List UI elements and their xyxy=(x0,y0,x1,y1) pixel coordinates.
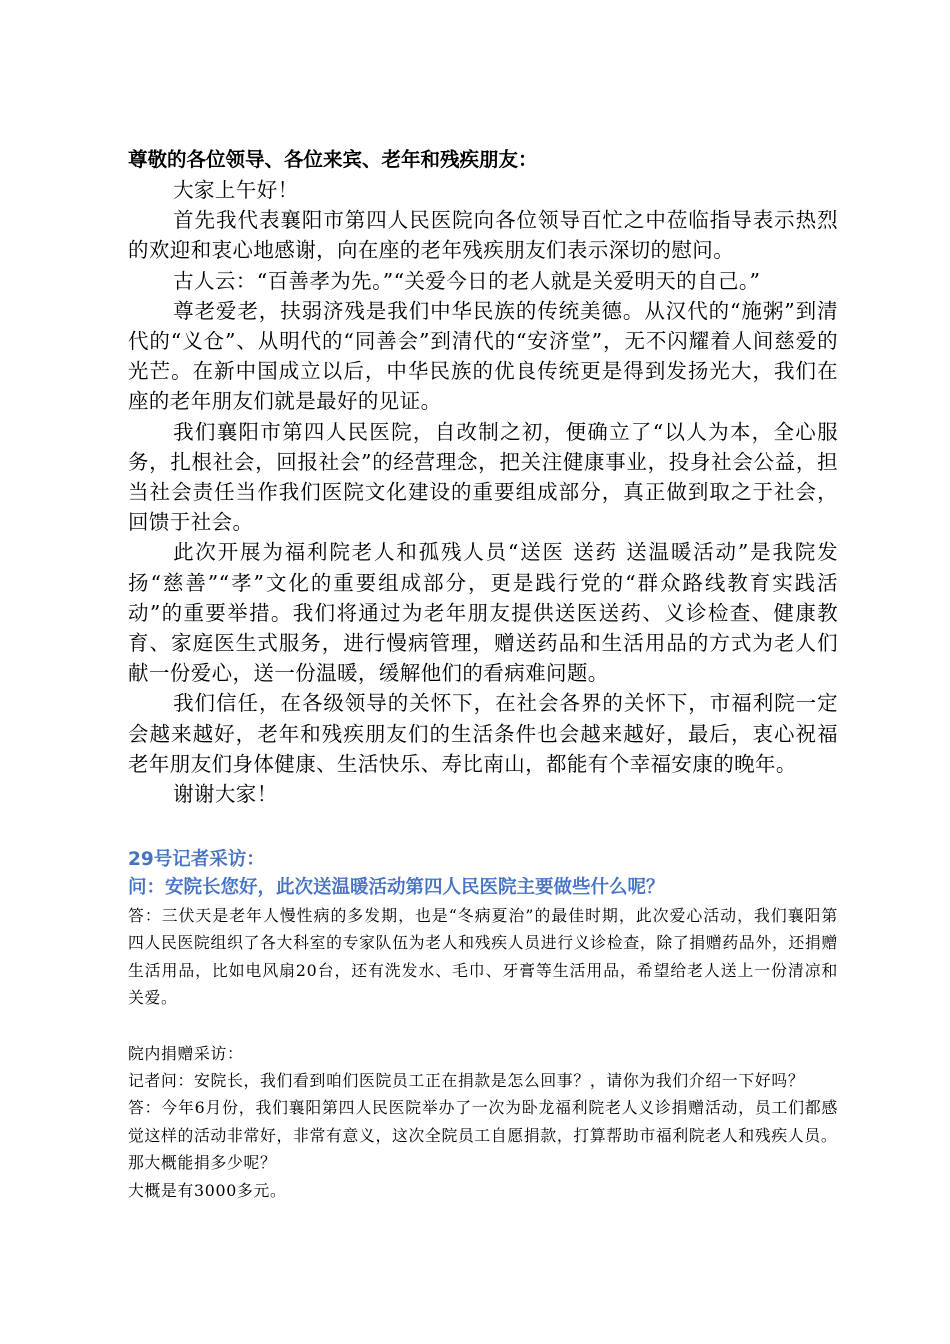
speech-paragraph: 我们襄阳市第四人民医院，自改制之初，便确立了“以人为本，全心服务，扎根社会，回报社会”的经营理念，把关注健康事业，投身社会公益，担当社会责任当作我们医院文化建设的重要组成部分，真正做到取之于社会，回馈于社会。 xyxy=(128,419,838,535)
interview-answer-2: 答：今年6月份，我们襄阳第四人民医院举办了一次为卧龙福利院老人义诊捐赠活动，员工们都感觉这样的活动非常好，非常有意义，这次全院员工自愿捐款，打算帮助市福利院老人和残疾人员。 xyxy=(128,1098,838,1145)
speech-paragraph: 谢谢大家！ xyxy=(173,782,278,807)
followup-answer: 大概是有3000多元。 xyxy=(128,1180,287,1200)
speech-salutation: 尊敬的各位领导、各位来宾、老年和残疾朋友： xyxy=(128,148,538,171)
speech-paragraph: 大家上午好！ xyxy=(173,178,299,202)
reporter-question: 记者问：安院长，我们看到咱们医院员工正在捐款是怎么回事？，请你为我们介绍一下好吗？ xyxy=(128,1071,805,1091)
interview-section xyxy=(128,846,838,1204)
interview-title: 29号记者采访： xyxy=(128,849,265,870)
interview-answer: 答：三伏天是老年人慢性病的多发期，也是“冬病夏治”的最佳时期，此次爱心活动，我们襄阳第四人民医院组织了各大科室的专家队伍为老人和残疾人员进行义诊检查，除了捐赠药品外，还捐赠生活用品，比如电风扇20台，还有洗发水、毛巾、牙膏等生活用品，希望给老人送上一份清凉和关爱。 xyxy=(128,906,838,1008)
speech-paragraph: 首先我代表襄阳市第四人民医院向各位领导百忙之中莅临指导表示热烈的欢迎和衷心地感谢，向在座的老年残疾朋友们表示深切的慰问。 xyxy=(128,208,838,263)
speech-paragraph: 此次开展为福利院老人和孤残人员“送医 送药 送温暖活动”是我院发扬“慈善”“孝”文化的重要组成部分，更是践行党的“群众路线教育实践活动”的重要举措。我们将通过为老年朋友提供送医送药、义诊检查、健康教育、家庭医生式服务，进行慢病管理，赠送药品和生活用品的方式为老人们献一份爱心，送一份温暖，缓解他们的看病难问题。 xyxy=(128,540,838,686)
section2-title: 院内捐赠采访： xyxy=(128,1043,244,1063)
speech-paragraph: 尊老爱老，扶弱济残是我们中华民族的传统美德。从汉代的“施粥”到清代的“义仓”、从明代的“同善会”到清代的“安济堂”，无不闪耀着人间慈爱的光芒。在新中国成立以后，中华民族的优良传统更是得到发扬光大，我们在座的老年朋友们就是最好的见证。 xyxy=(128,298,838,414)
speech-paragraph: 我们信任，在各级领导的关怀下，在社会各界的关怀下，市福利院一定会越来越好，老年和残疾朋友们的生活条件也会越来越好，最后，衷心祝福老年朋友们身体健康、生活快乐、寿比南山，都能有个幸福安康的晚年。 xyxy=(128,691,838,776)
followup-question: 那大概能捐多少呢？ xyxy=(128,1153,277,1173)
interview-question: 问：安院长您好，此次送温暖活动第四人民医院主要做些什么呢？ xyxy=(128,877,665,898)
spacer xyxy=(128,1012,838,1040)
speech-paragraph: 古人云：“百善孝为先。”“关爱今日的老人就是关爱明天的自己。” xyxy=(173,268,761,293)
speech-section xyxy=(128,145,838,809)
